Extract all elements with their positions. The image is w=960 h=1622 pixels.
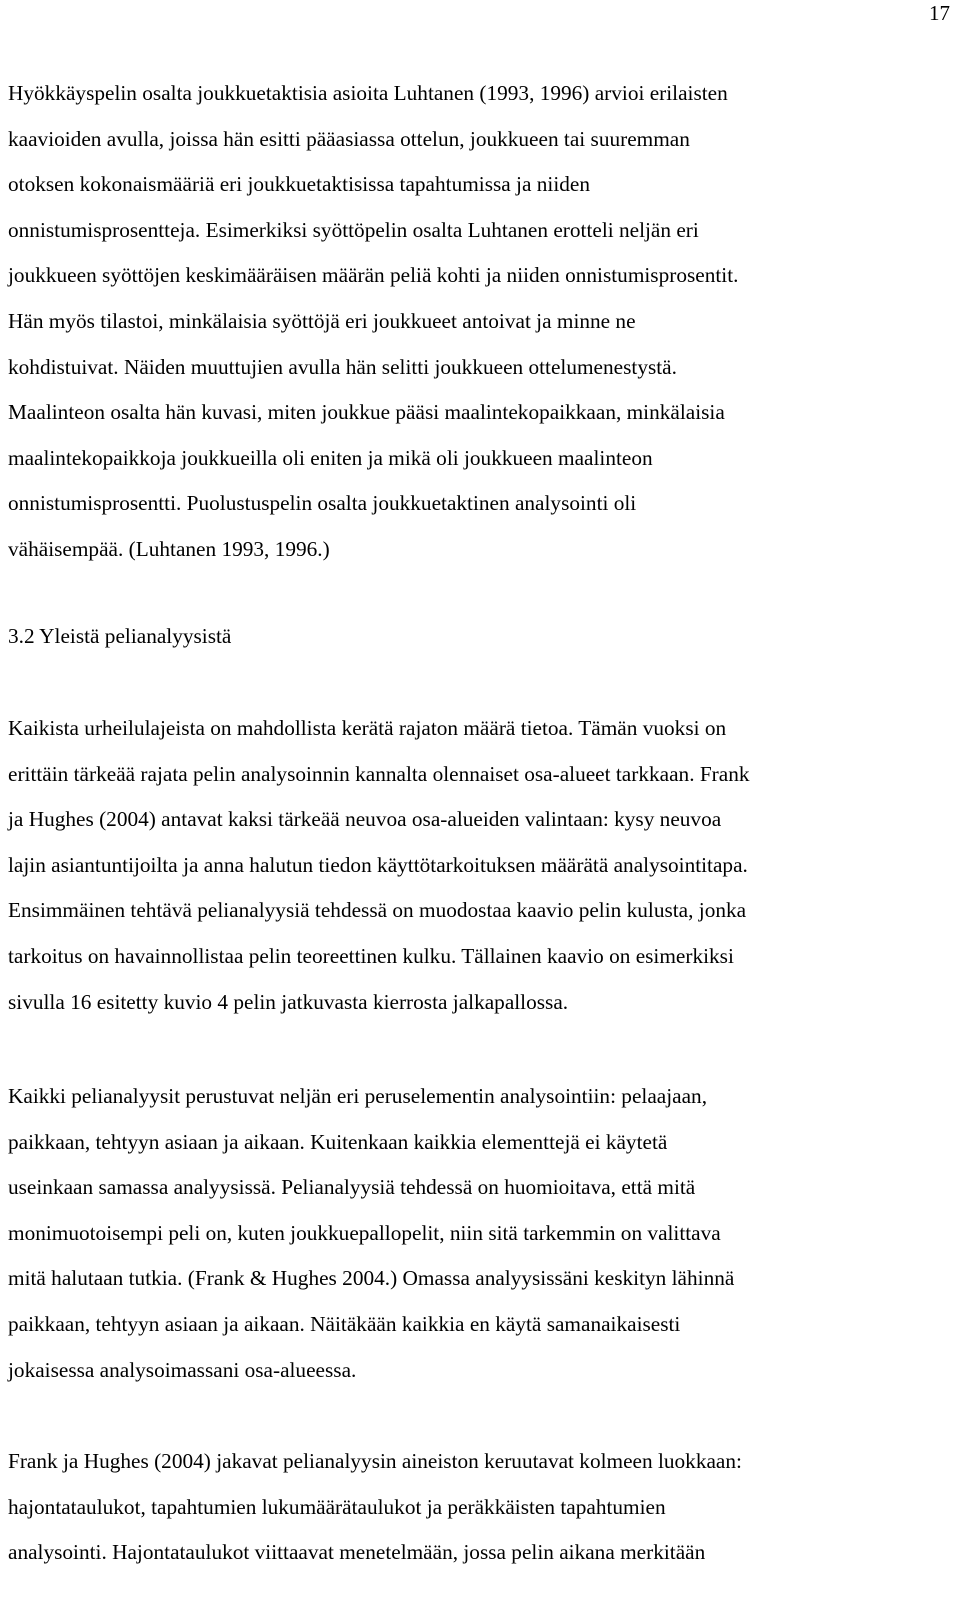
text-line: ja Hughes (2004) antavat kaksi tärkeää neuvoa osa-alueiden valintaan: kysy neuvoa <box>8 807 722 832</box>
text-line: maalintekopaikkoja joukkueilla oli eniten ja mikä oli joukkueen maalinteon <box>8 445 653 470</box>
text-line: Hyökkäyspelin osalta joukkuetaktisia asioita Luhtanen (1993, 1996) arvioi erilaisten <box>8 81 728 105</box>
text-line: Hän myös tilastoi, minkälaisia syöttöjä eri joukkueet antoivat ja minne ne <box>8 308 636 333</box>
text-line: kaavioiden avulla, joissa hän esitti pääasiassa ottelun, joukkueen tai suuremman <box>8 126 690 151</box>
text-line: onnistumisprosentti. Puolustuspelin osalta joukkuetaktinen analysointi oli <box>8 491 637 516</box>
text-line: Kaikki pelianalyysit perustuvat neljän eri peruselementin analysointiin: pelaajaan, <box>8 1084 708 1108</box>
paragraph-basic-elements <box>8 1074 953 1393</box>
text-line: Frank ja Hughes (2004) jakavat pelianalyysin aineiston keruutavat kolmeen luokkaan: <box>8 1449 742 1473</box>
text-line: Kaikista urheilulajeista on mahdollista kerätä rajaton määrä tietoa. Tämän vuoksi on <box>8 716 727 740</box>
text-line: kohdistuivat. Näiden muuttujien avulla hän selitti joukkueen ottelumenestystä. <box>8 354 677 379</box>
text-line: joukkueen syöttöjen keskimääräisen määrän peliä kohti ja niiden onnistumisprosentit. <box>8 263 739 288</box>
text-line: analysointi. Hajontataulukot viittaavat menetelmään, jossa pelin aikana merkitään <box>8 1540 706 1565</box>
text-line: tarkoitus on havainnollistaa pelin teoreettinen kulku. Tällainen kaavio on esimerkiksi <box>8 943 734 968</box>
paragraph-luhtanen-analysis <box>8 71 953 573</box>
text-line: otoksen kokonaismääriä eri joukkuetaktisissa tapahtumissa ja niiden <box>8 172 590 197</box>
text-line: hajontataulukot, tapahtumien lukumäärätaulukot ja peräkkäisten tapahtumien <box>8 1494 666 1519</box>
section-heading <box>8 614 953 660</box>
section-heading-text: 3.2 Yleistä pelianalyysistä <box>8 624 232 648</box>
text-line: onnistumisprosentteja. Esimerkiksi syöttöpelin osalta Luhtanen erotteli neljän eri <box>8 217 699 242</box>
text-line: erittäin tärkeää rajata pelin analysoinnin kannalta olennaiset osa-alueet tarkkaan. Frank <box>8 761 750 786</box>
text-line: monimuotoisempi peli on, kuten joukkuepallopelit, niin sitä tarkemmin on valittava <box>8 1220 721 1245</box>
text-line: mitä halutaan tutkia. (Frank & Hughes 2004.) Omassa analyysissäni keskityn lähinnä <box>8 1266 735 1291</box>
text-line: jokaisessa analysoimassani osa-alueessa. <box>8 1357 357 1382</box>
text-line: lajin asiantuntijoilta ja anna halutun tiedon käyttötarkoituksen määrätä analysointitapa. <box>8 852 748 877</box>
text-line: paikkaan, tehtyyn asiaan ja aikaan. Kuitenkaan kaikkia elementtejä ei käytetä <box>8 1129 668 1154</box>
paragraph-data-collection <box>8 1439 953 1576</box>
text-line: useinkaan samassa analyysissä. Pelianalyysiä tehdessä on huomioitava, että mitä <box>8 1175 696 1200</box>
text-line: paikkaan, tehtyyn asiaan ja aikaan. Näitäkään kaikkia en käytä samanaikaisesti <box>8 1311 681 1336</box>
page-number: 17 <box>929 1 950 25</box>
paragraph-scope-selection <box>8 706 953 1025</box>
text-line: vähäisempää. (Luhtanen 1993, 1996.) <box>8 536 330 561</box>
text-line: Maalinteon osalta hän kuvasi, miten joukkue pääsi maalintekopaikkaan, minkälaisia <box>8 400 725 425</box>
text-line: Ensimmäinen tehtävä pelianalyysiä tehdessä on muodostaa kaavio pelin kulusta, jonka <box>8 898 747 923</box>
text-line: sivulla 16 esitetty kuvio 4 pelin jatkuvasta kierrosta jalkapallossa. <box>8 989 569 1014</box>
